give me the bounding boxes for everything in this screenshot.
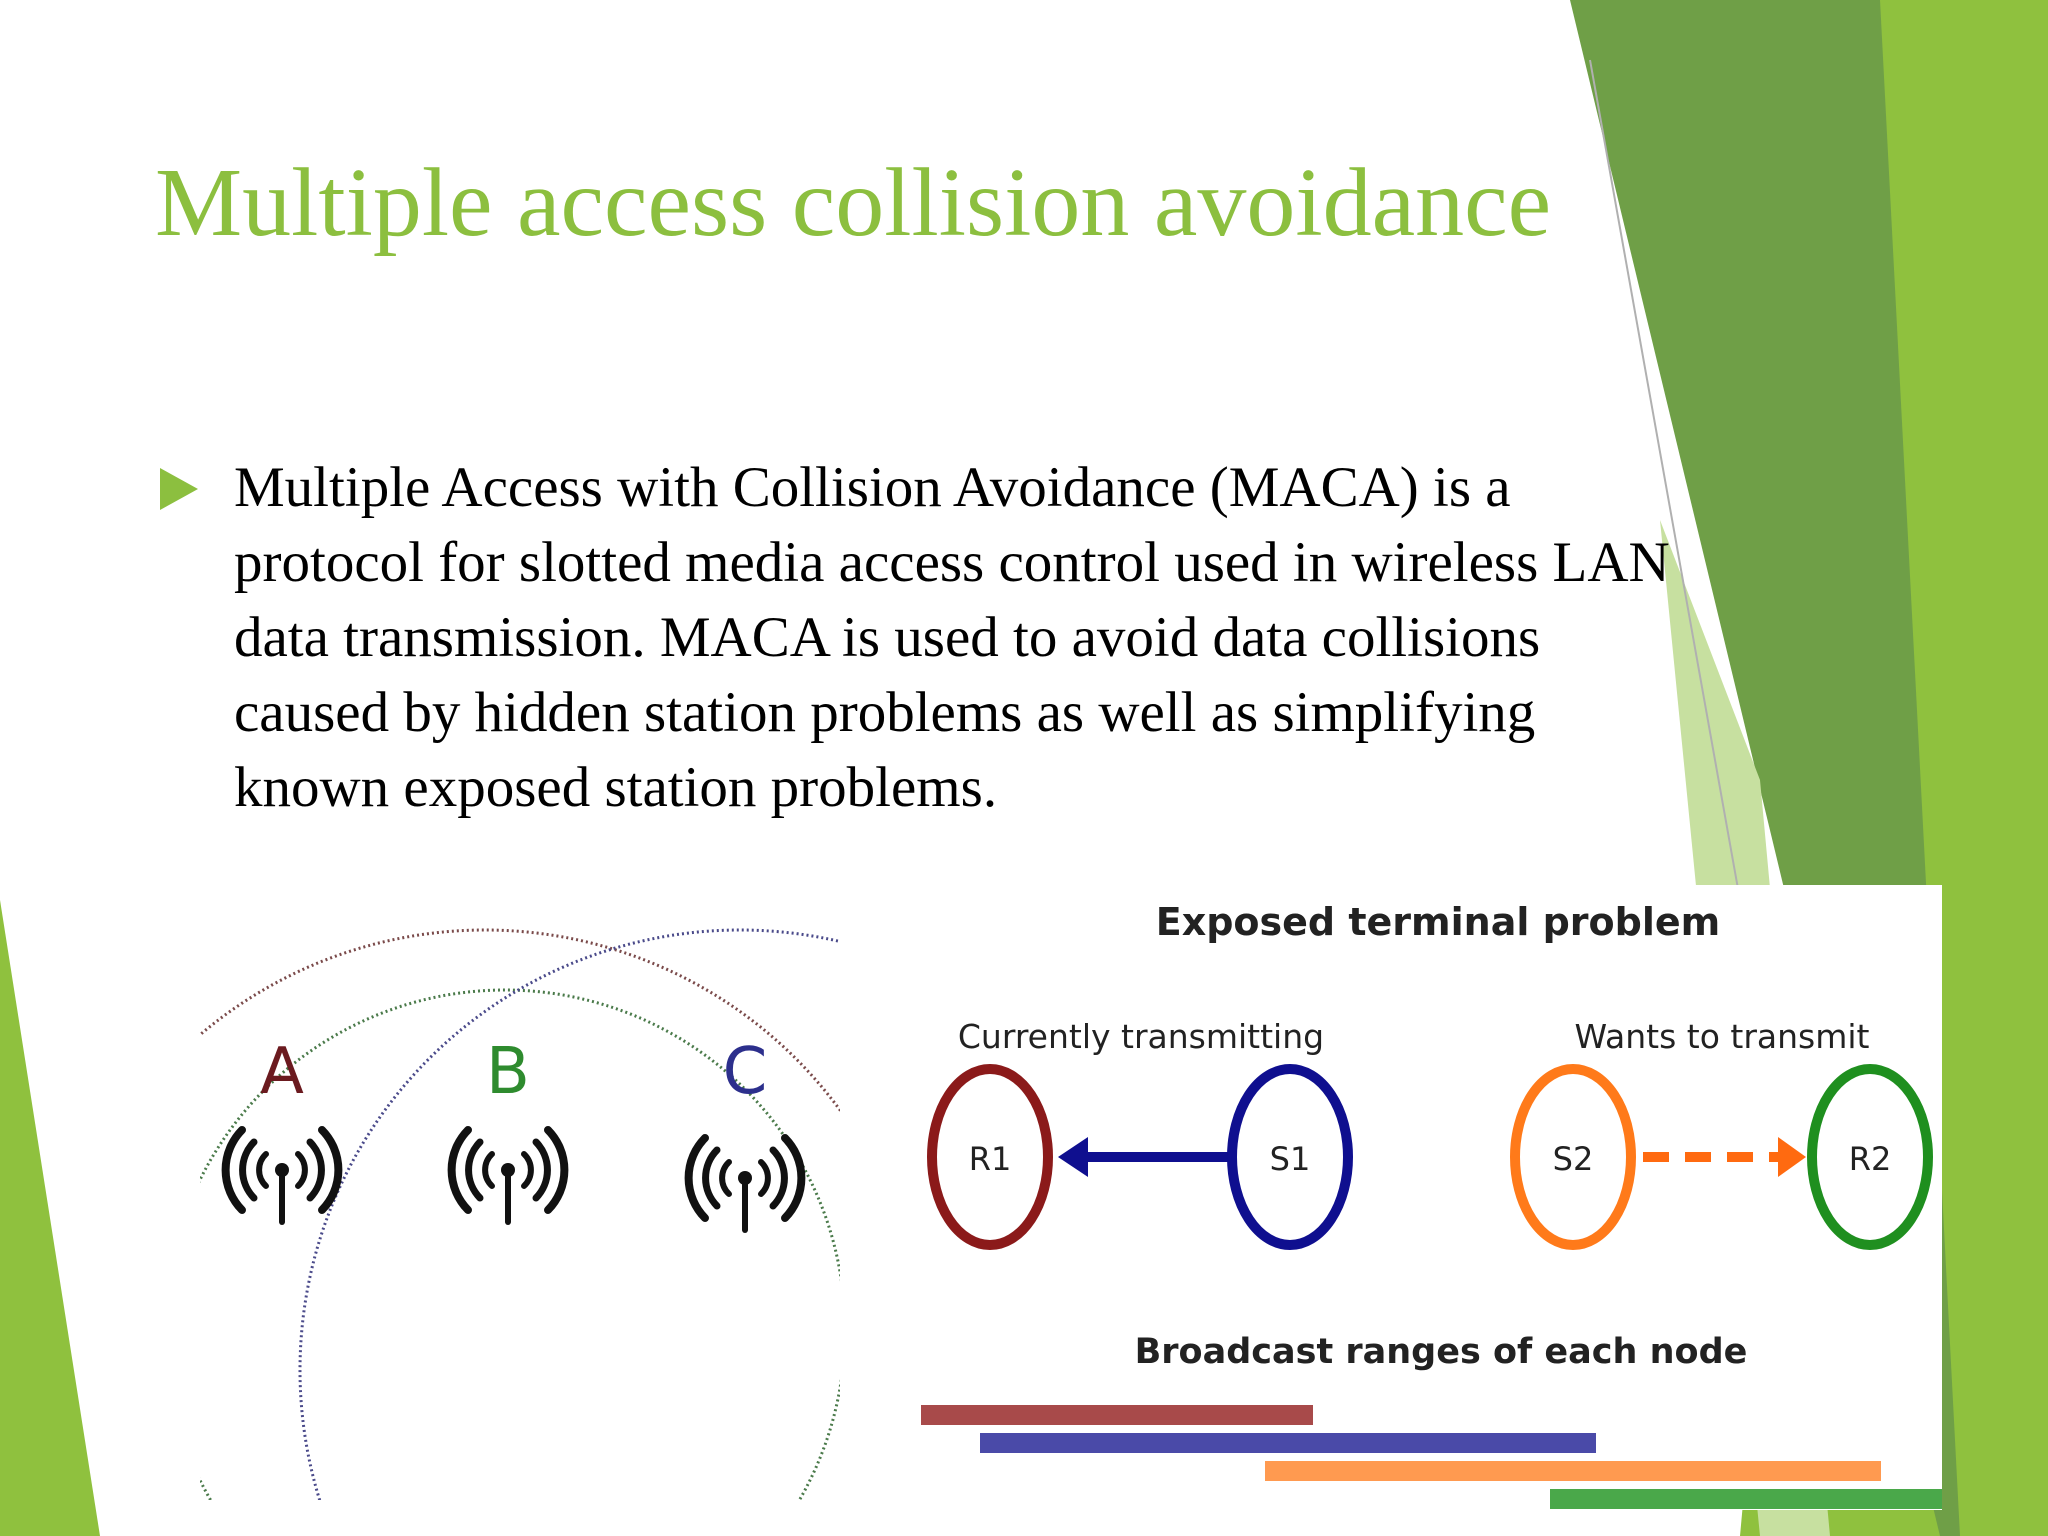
range-bar-s1 xyxy=(980,1433,1596,1453)
range-circle-c xyxy=(300,930,840,1500)
caption-wants-to-transmit: Wants to transmit xyxy=(1574,1017,1870,1056)
slide-title: Multiple access collision avoidance xyxy=(155,149,1552,257)
broadcast-ranges-title: Broadcast ranges of each node xyxy=(1134,1332,1748,1372)
exposed-terminal-diagram xyxy=(908,885,1942,1510)
node-label-a: A xyxy=(260,1035,304,1109)
antenna-signal-icon xyxy=(452,1130,565,1222)
caption-currently-transmitting: Currently transmitting xyxy=(957,1017,1325,1056)
node-label-c: C xyxy=(722,1035,768,1109)
bullet-text: Multiple Access with Collision Avoidance (MACA) is a protocol for slotted media access control used in wireless LAN data transmission. MACA is used to avoid data collisions caused by hidden station problems as well as simplifying known exposed station problems. xyxy=(234,456,1670,819)
range-bar-r1 xyxy=(921,1405,1313,1425)
range-bar-s2 xyxy=(1265,1461,1881,1481)
node-label-s1: S1 xyxy=(1269,1140,1311,1178)
left-green-sliver xyxy=(0,900,100,1536)
node-label-b: B xyxy=(486,1035,530,1109)
node-label-r1: R1 xyxy=(968,1140,1012,1178)
node-label-s2: S2 xyxy=(1552,1140,1594,1178)
antenna-signal-icon xyxy=(689,1138,802,1230)
range-bar-r2 xyxy=(1550,1489,1942,1509)
hidden-station-diagram xyxy=(200,860,840,1500)
bullet-triangle-icon xyxy=(160,468,198,510)
node-label-r2: R2 xyxy=(1848,1140,1892,1178)
antenna-signal-icon xyxy=(226,1130,339,1222)
exposed-diagram-title: Exposed terminal problem xyxy=(1155,900,1721,944)
